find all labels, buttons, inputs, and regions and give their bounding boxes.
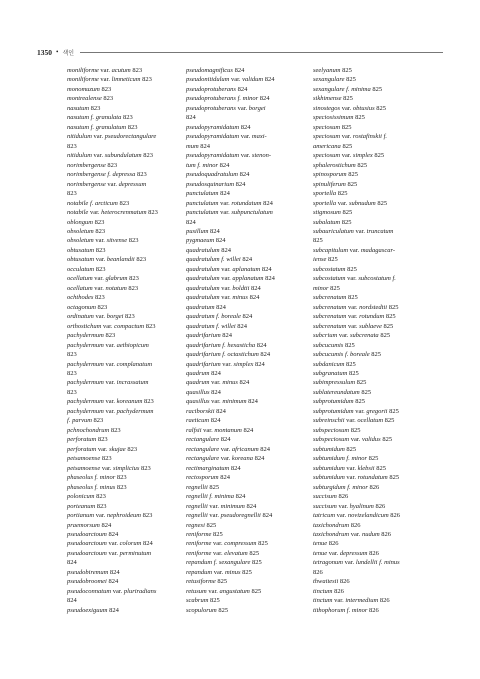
index-entry: pseudopyramidatum var. stenon-: [186, 152, 272, 160]
index-entry: pseudoexiguum 824: [67, 606, 119, 614]
index-entry: 823: [67, 190, 77, 198]
index-entry: 824: [186, 218, 196, 226]
index-entry: pseudoprotuberans var. borgei: [186, 104, 266, 112]
index-entry: subcostatum 825: [313, 265, 357, 273]
index-entry: pseudobroomei 824: [67, 578, 119, 586]
index-entry: norimbergense var. depressum: [67, 180, 147, 188]
index-entry: scabrum 825: [186, 597, 220, 605]
index-entry: obtusatum 823: [67, 246, 106, 254]
index-entry: ralfsii var. montanum 824: [186, 426, 254, 434]
index-entry: perforatum var. skujae 823: [67, 445, 138, 453]
index-entry: quadratum f. willei 824: [186, 322, 248, 330]
index-entry: tinctum var. intermedium 826: [313, 597, 390, 605]
index-entry: reniforme 825: [186, 530, 223, 538]
section-label: 색인: [62, 49, 75, 57]
index-entry: pseudoprotuberans 824: [186, 85, 248, 93]
index-entry: subdanicum 825: [313, 360, 356, 368]
index-entry: pseudosquinarium 824: [186, 180, 246, 188]
index-entry: quadratulum var. minus 824: [186, 294, 260, 302]
index-entry: sexangulare 825: [313, 76, 356, 84]
index-entry: moniliforme var. limneticum 823: [67, 76, 152, 84]
index-entry: rectangulare var. koreana 824: [186, 455, 265, 463]
index-entry: 826: [313, 568, 323, 576]
index-entry: subprotumidum 825: [313, 398, 365, 406]
index-entry: subauriculatum var. truncatum: [313, 227, 394, 235]
index-entry: obsoletum 823: [67, 227, 106, 235]
index-entry: praemorsum 824: [67, 521, 112, 529]
index-entry: regnellii 825: [186, 483, 220, 491]
index-entry: petsamoense var. simplicius 823: [67, 464, 151, 472]
index-entry: quadrum 824: [186, 370, 221, 377]
index-entry: raciborskii 824: [186, 407, 226, 415]
index-entry: notabile var. heterocrenmatum 823: [67, 209, 158, 217]
index-entry: porteanum 823: [67, 502, 107, 510]
index-entry: 823: [67, 351, 77, 359]
index-entry: pseudoarctoum var. perminutum: [67, 549, 152, 557]
index-entry: pseudopyramidatum 824: [186, 123, 251, 131]
index-entry: monomuzum 823: [67, 85, 112, 93]
index-entry: quasillus 824: [186, 388, 221, 396]
index-entry: petsamoense 823: [67, 455, 112, 463]
index-entry: speciosissimum 825: [313, 114, 365, 122]
index-entry: succisum 826: [313, 493, 349, 501]
index-entry: pachydermum var. complanatum: [67, 360, 153, 368]
index-entry: quadratulum f. willei 824: [186, 256, 253, 264]
index-entry: subalatum 825: [313, 218, 352, 226]
index-entry: rectosporum 824: [186, 474, 230, 482]
index-entry: rectimarginatum 824: [186, 464, 241, 472]
index-entry: tinctum 826: [313, 587, 344, 595]
index-entry: scopulorum 825: [186, 606, 229, 614]
index-entry: notabile f. arcticum 823: [67, 199, 130, 207]
index-entry: quadrifarium var. simplex 824: [186, 360, 265, 368]
index-entry: portianum var. nephroideum 823: [67, 512, 153, 520]
index-entry: pusillum 824: [186, 227, 220, 235]
index-entry: subspeciosum var. validus 825: [313, 436, 393, 444]
index-entry: rectangulare 824: [186, 436, 231, 444]
index-entry: repandum f. sexangulare 825: [186, 559, 262, 567]
index-entry: sublatereundatum 825: [313, 388, 372, 396]
index-entry: pseudoarctoum 824: [67, 530, 119, 538]
page-number: 1350: [37, 47, 52, 57]
index-entry: tenue 826: [313, 540, 339, 548]
index-entry: pseudoquadratulum 824: [186, 171, 250, 179]
index-entry: quadratum f. boreale 824: [186, 313, 253, 321]
index-entry: pachydermum var. incrassatum: [67, 379, 149, 387]
index-entry: punctulatum var. rotundatum 824: [186, 199, 273, 207]
index-entry: pachydermum var. koreanum 823: [67, 398, 154, 406]
index-entry: spinuliferum 825: [313, 180, 358, 188]
index-entry: orthostichum var. compactum 823: [67, 322, 156, 330]
index-entry: punctulatum var. subpunctulatum: [186, 209, 273, 217]
index-entry: subcucumis 825: [313, 341, 355, 349]
index-entry: americana 825: [313, 142, 353, 150]
index-entry: sportella var. subnudum 825: [313, 199, 388, 207]
header-rule: [80, 52, 443, 53]
index-entry: regnesi 825: [186, 521, 217, 529]
index-entry: tenue var. depressum 826: [313, 549, 379, 557]
index-entry: quadrifarium 824: [186, 332, 233, 340]
index-entry: polonicum 823: [67, 493, 106, 501]
index-column-3: [313, 66, 431, 615]
index-entry: subcrenatum 825: [313, 294, 358, 302]
index-entry: subtumidum 825: [313, 445, 357, 453]
index-entry: quadrum var. minus 824: [186, 379, 250, 387]
index-entry: pygmaeum 824: [186, 237, 226, 245]
index-entry: nasutum f. granulatum 823: [67, 123, 138, 131]
index-entry: perforatum 823: [67, 436, 108, 444]
index-entry: quadratulum 824: [186, 246, 231, 254]
index-entry: punctulatum 824: [186, 190, 230, 198]
index-entry: phaseolus f. minus 823: [67, 483, 127, 491]
index-column-1: [67, 66, 185, 615]
index-entry: nitidulum var. pseudorectangulare: [67, 133, 157, 141]
index-entry: pachydermum var. aethiopicum: [67, 341, 149, 349]
index-entry: reniforme var. compressum 825: [186, 540, 268, 548]
index-entry: reniforme var. elevatum 825: [186, 549, 260, 557]
index-entry: subcrenatum var. nordstedtii 825: [313, 303, 399, 311]
index-entry: nitidulum var. subundulatum 823: [67, 152, 153, 160]
index-entry: retusum var. angustatum 825: [186, 587, 262, 595]
index-entry: raeticum 824: [186, 417, 221, 425]
index-entry: quadrifarium f. hexasticha 824: [186, 341, 267, 349]
index-entry: regnellii var. pseudoregnellii 824: [186, 512, 273, 520]
index-entry: pchnochondrum 823: [67, 426, 121, 434]
index-entry: quadratulum var. applanatum 824: [186, 275, 275, 283]
index-entry: tum f. minor 824: [186, 161, 230, 169]
index-entry: quadratum 824: [186, 303, 226, 311]
index-entry: tatricum var. novizelandicum 826: [313, 512, 401, 520]
index-entry: subturgidum f. minor 826: [313, 483, 380, 491]
index-entry: ordinatum var. borgei 823: [67, 313, 135, 321]
index-entry: quadratulum var. boldtii 824: [186, 284, 261, 292]
index-entry: stigmosum 825: [313, 209, 353, 217]
index-entry: quasillus var. minimum 824: [186, 398, 258, 406]
index-entry: oblongum 823: [67, 218, 105, 226]
header-separator: •: [56, 48, 59, 56]
index-entry: speciosum var. simplex 825: [313, 152, 385, 160]
index-entry: obsoletum var. sitvense 823: [67, 237, 139, 245]
index-entry: 823: [67, 370, 77, 377]
index-entry: pseudoprotuberans f. minor 824: [186, 95, 270, 103]
index-entry: subgranatum 825: [313, 370, 359, 377]
index-entry: mum 824: [186, 142, 211, 150]
index-entry: sinostegos var. obtusius 825: [313, 104, 386, 112]
index-entry: 825: [313, 237, 323, 245]
index-entry: 823: [67, 388, 77, 396]
index-entry: iense 825: [313, 256, 338, 264]
index-entry: subreinschii var. ocellatum 825: [313, 417, 395, 425]
index-entry: octagonum 823: [67, 303, 108, 311]
index-entry: speciosum 825: [313, 123, 352, 131]
index-entry: pseudomagnificus 824: [186, 67, 245, 74]
index-entry: pseudobiremum 824: [67, 568, 120, 576]
index-entry: tithophorum f. minor 826: [313, 606, 379, 614]
index-entry: obtusatum var. beanlandii 823: [67, 256, 147, 264]
index-entry: 824: [67, 559, 77, 567]
index-entry: subtumidum var. rotundatum 825: [313, 474, 400, 482]
index-entry: pseudoarctoum var. colorum 824: [67, 540, 153, 548]
index-entry: phaseolus f. minor 823: [67, 474, 127, 482]
index-entry: subcucumis f. boreale 825: [313, 351, 382, 359]
index-entry: thwaitesii 826: [313, 578, 350, 586]
index-entry: subtumidum f. minor 825: [313, 455, 379, 463]
index-entry: taxichondrum 826: [313, 521, 361, 529]
index-entry: 824: [186, 114, 196, 122]
index-entry: 823: [67, 142, 77, 150]
page-header: [37, 45, 443, 59]
index-entry: sphalerostichum 825: [313, 161, 368, 169]
index-entry: norimbergense 823: [67, 161, 118, 169]
index-entry: seelyanum 825: [313, 67, 352, 74]
index-entry: nasutum f. granulata 823: [67, 114, 133, 122]
index-entry: pachydermum 823: [67, 332, 116, 340]
index-entry: pseudoconnatum var. pluriradians: [67, 587, 157, 595]
index-entry: regnellii var. minimum 824: [186, 502, 257, 510]
index-entry: pseudonitidulum var. validum 824: [186, 76, 275, 84]
index-entry: minor 825: [313, 284, 340, 292]
index-entry: speciosum var. rostafinskii f.: [313, 133, 387, 141]
index-entry: quadratulum var. aplanatum 824: [186, 265, 272, 273]
index-entry: spinosporum 825: [313, 171, 358, 179]
index-entry: sexangulare f. minima 825: [313, 85, 383, 93]
index-entry: subcapitulum var. madagascar-: [313, 246, 396, 254]
index-entry: norimbergense f. depressa 823: [67, 171, 147, 179]
index-entry: ochthodes 823: [67, 294, 105, 302]
index-entry: moniliforme var. acutum 823: [67, 67, 143, 74]
index-entry: subcrenatum var. sublaeve 825: [313, 322, 394, 330]
index-entry: ocellatum var. notatum 823: [67, 284, 139, 292]
index-entry: subcostatum var. subcostatum f.: [313, 275, 396, 283]
index-entry: regnellii f. minima 824: [186, 493, 246, 501]
index-entry: subcrium var. subcrenata 825: [313, 332, 391, 340]
index-entry: subspeciosum 825: [313, 426, 361, 434]
index-entry: subcrenatum var. rotundum 825: [313, 313, 396, 321]
index-entry: ocellatum var. glabrum 823: [67, 275, 139, 283]
index-entry: pseudopyramidatum var. maxi-: [186, 133, 267, 141]
index-entry: subprotumidum var. gregorii 825: [313, 407, 399, 415]
index-entry: repandum var. minus 825: [186, 568, 252, 576]
index-entry: pachydermum var. pachydermum: [67, 407, 154, 415]
index-entry: tetragonum var. lundellii f. minus: [313, 559, 400, 567]
index-entry: nasutum 823: [67, 104, 101, 112]
index-entry: subtumidum var. klebsii 825: [313, 464, 386, 472]
index-entry: occulatum 823: [67, 265, 106, 273]
index-entry: taxichondrum var. nudum 826: [313, 530, 392, 538]
index-entry: subimpressulum 825: [313, 379, 367, 387]
index-entry: rectangulare var. africanum 824: [186, 445, 271, 453]
index-entry: sportella 825: [313, 190, 348, 198]
index-entry: quadrifarium f. octastichum 824: [186, 351, 271, 359]
index-entry: retusiforme 825: [186, 578, 228, 586]
index-entry: succisum var. hyalinum 826: [313, 502, 386, 510]
index-entry: sikhimense 825: [313, 95, 353, 103]
index-entry: montrealense 823: [67, 95, 114, 103]
index-entry: 824: [67, 597, 77, 605]
index-column-2: [186, 66, 304, 615]
index-entry: f. parvum 823: [67, 417, 104, 425]
